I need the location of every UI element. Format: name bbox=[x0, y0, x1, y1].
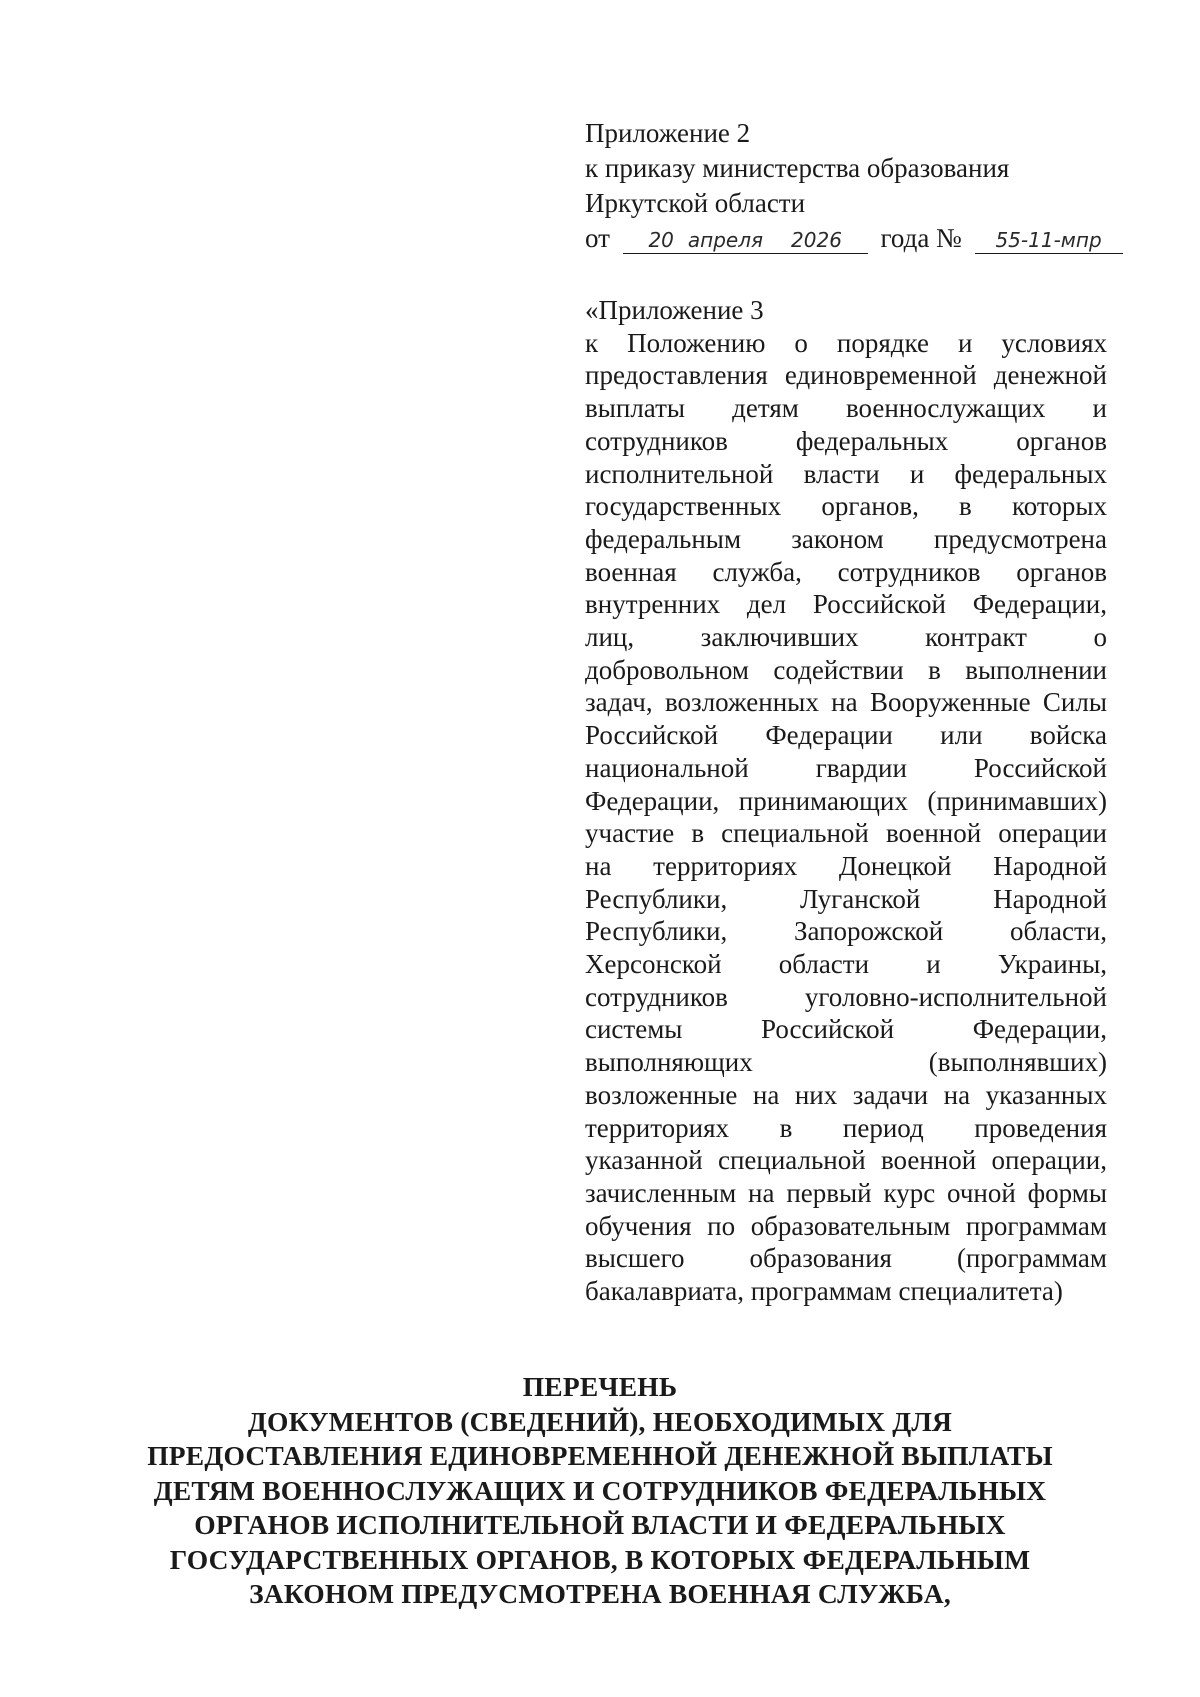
appendix3-line: военная служба, сотрудников органов bbox=[585, 556, 1107, 587]
title-line: ДОКУМЕНТОВ (СВЕДЕНИЙ), НЕОБХОДИМЫХ ДЛЯ bbox=[247, 1405, 953, 1437]
date-day: 20 bbox=[648, 228, 674, 252]
appendix3-text bbox=[585, 327, 1107, 1308]
appendix3-line: Херсонской области и Украины, bbox=[585, 949, 1107, 980]
attachment-region: Иркутской области bbox=[585, 188, 806, 218]
appendix3-line: задач, возложенных на Вооруженные Силы bbox=[585, 687, 1107, 718]
appendix3-line: указанной специальной военной операции, bbox=[585, 1145, 1107, 1176]
year-number-label: года № bbox=[880, 223, 962, 253]
appendix3-line: участие в специальной военной операции bbox=[585, 818, 1107, 849]
appendix3-line: добровольном содействии в выполнении bbox=[585, 654, 1107, 685]
handwritten-order-number: 55-11-мпр bbox=[975, 227, 1123, 254]
attachment-number: Приложение 2 bbox=[585, 118, 751, 148]
appendix3-line: предоставления единовременной денежной bbox=[585, 360, 1107, 391]
handwritten-date bbox=[623, 227, 868, 254]
appendix3-line: исполнительной власти и федеральных bbox=[585, 458, 1107, 489]
appendix3-line: федеральным законом предусмотрена bbox=[585, 523, 1107, 554]
title-line: ПРЕДОСТАВЛЕНИЯ ЕДИНОВРЕМЕННОЙ ДЕНЕЖНОЙ ВЫПЛАТЫ bbox=[147, 1440, 1053, 1471]
appendix3-line: национальной гвардии Российской bbox=[585, 752, 1107, 783]
appendix3-line: сотрудников уголовно-исполнительной bbox=[585, 981, 1107, 1012]
document-title bbox=[0, 1370, 1200, 1612]
appendix3-line: сотрудников федеральных органов bbox=[585, 425, 1107, 456]
order-date-line bbox=[585, 221, 1125, 256]
date-month: апреля bbox=[687, 228, 764, 252]
appendix3-block bbox=[585, 294, 1107, 1308]
appendix3-line: обучения по образовательным программам bbox=[585, 1210, 1107, 1241]
date-year: 2026 bbox=[791, 228, 842, 252]
attachment-order-ref: к приказу министерства образования bbox=[585, 153, 1010, 183]
title-line: ЗАКОНОМ ПРЕДУСМОТРЕНА ВОЕННАЯ СЛУЖБА, bbox=[249, 1578, 951, 1609]
appendix3-line: территориях в период проведения bbox=[585, 1112, 1107, 1143]
appendix3-line: лиц, заключивших контракт о bbox=[585, 622, 1107, 653]
appendix3-heading: «Приложение 3 bbox=[585, 295, 764, 325]
appendix3-line: возложенные на них задачи на указанных bbox=[585, 1079, 1107, 1110]
appendix3-line: высшего образования (программам bbox=[585, 1243, 1107, 1274]
appendix3-line: Российской Федерации или войска bbox=[585, 720, 1107, 751]
appendix3-line: Федерации, принимающих (принимавших) bbox=[585, 785, 1107, 816]
appendix3-line: внутренних дел Российской Федерации, bbox=[585, 589, 1107, 620]
from-label: от bbox=[585, 223, 610, 253]
title-line: ГОСУДАРСТВЕННЫХ ОРГАНОВ, В КОТОРЫХ ФЕДЕРАЛЬНЫМ bbox=[169, 1543, 1031, 1575]
appendix3-line: бакалавриата, программам специалитета) bbox=[585, 1276, 1063, 1307]
appendix3-line: зачисленным на первый курс очной формы bbox=[585, 1177, 1107, 1208]
appendix3-line: выплаты детям военнослужащих и bbox=[585, 393, 1107, 424]
title-line: ОРГАНОВ ИСПОЛНИТЕЛЬНОЙ ВЛАСТИ И ФЕДЕРАЛЬНЫХ bbox=[194, 1509, 1006, 1540]
appendix3-line: государственных органов, в которых bbox=[585, 491, 1107, 522]
title-line: ДЕТЯМ ВОЕННОСЛУЖАЩИХ И СОТРУДНИКОВ ФЕДЕРАЛЬНЫХ bbox=[153, 1474, 1047, 1506]
attachment-header bbox=[585, 116, 1125, 256]
appendix3-line: Республики, Луганской Народной bbox=[585, 883, 1107, 914]
appendix3-line: выполняющих (выполнявших) bbox=[585, 1047, 1107, 1078]
appendix3-line: Республики, Запорожской области, bbox=[585, 916, 1107, 947]
appendix3-line: на территориях Донецкой Народной bbox=[585, 850, 1107, 881]
appendix3-line: к Положению о порядке и условиях bbox=[585, 327, 1107, 358]
appendix3-line: системы Российской Федерации, bbox=[585, 1014, 1107, 1045]
title-line: ПЕРЕЧЕНЬ bbox=[522, 1371, 678, 1402]
